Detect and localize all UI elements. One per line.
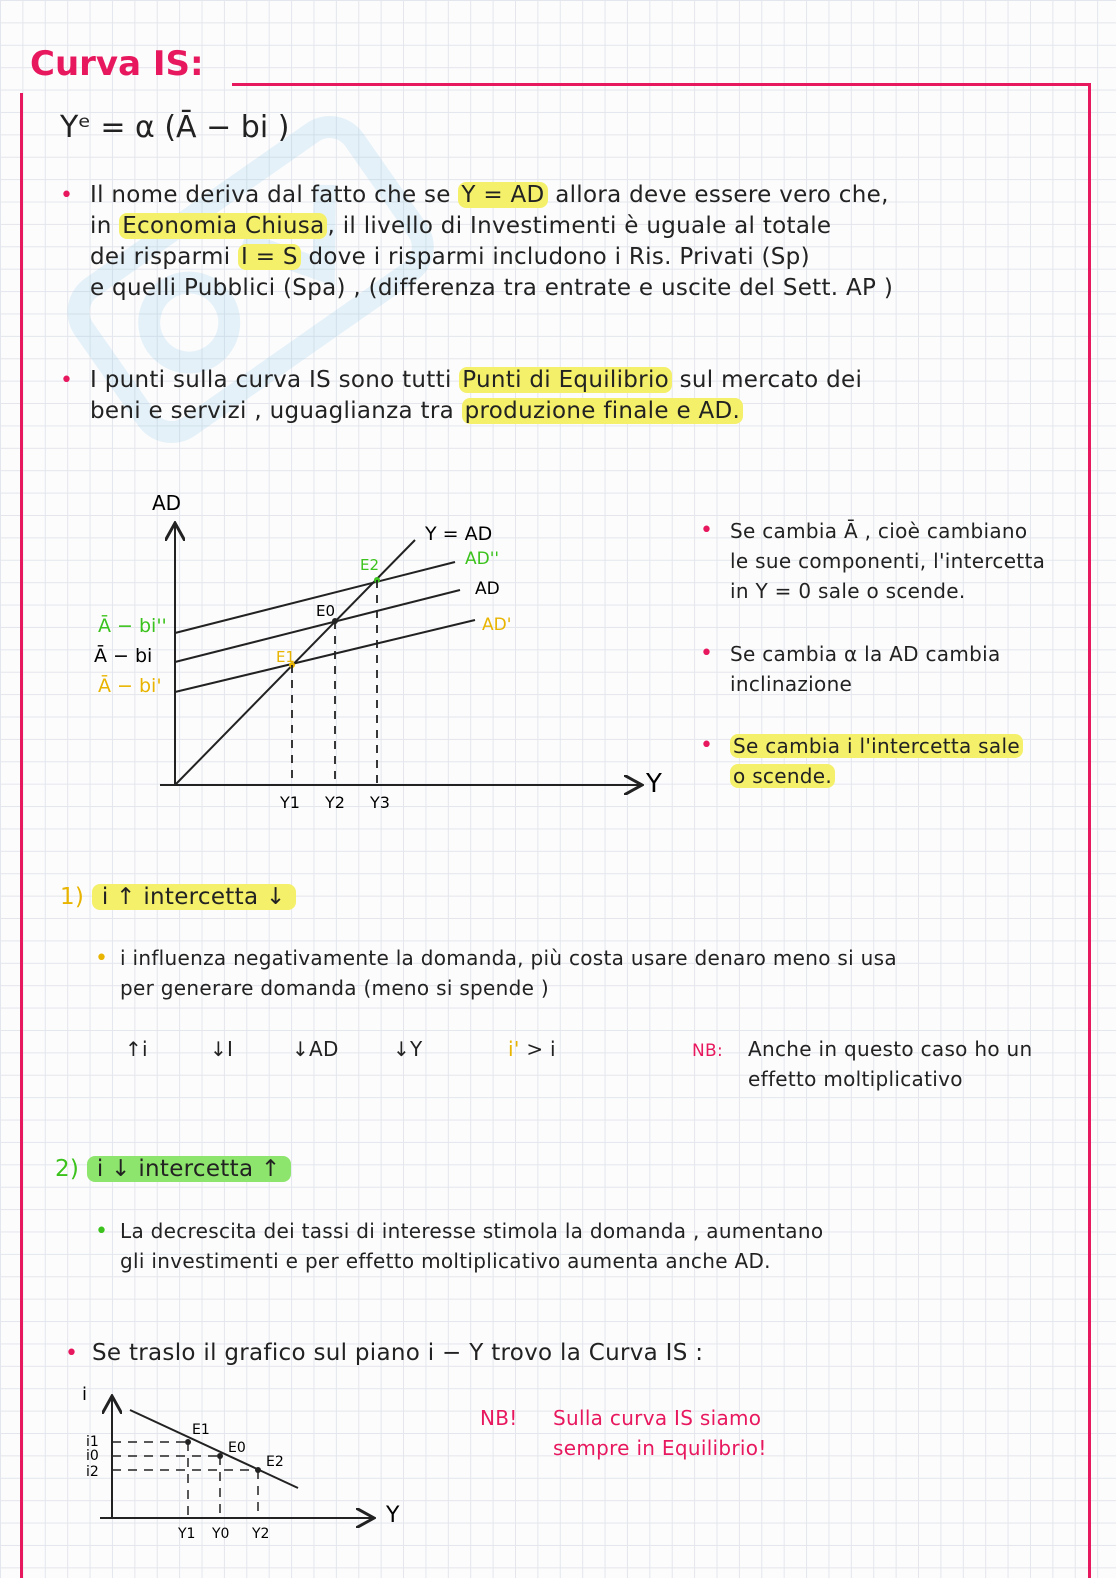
nb2-note: Sulla curva IS siamo sempre in Equilibrio! xyxy=(553,1406,767,1460)
tick-y0-2: Y0 xyxy=(212,1526,230,1542)
label-y-equals-ad: Y = AD xyxy=(425,523,493,545)
label-e0: E0 xyxy=(316,602,336,620)
para2-line2: beni e servizi , uguaglianza tra produzione finale e AD. xyxy=(90,396,1080,427)
para1-line2: in Economia Chiusa , il livello di Investimenti è uguale al totale xyxy=(90,213,832,239)
tick-y2-2: Y2 xyxy=(252,1526,270,1542)
bullet-dot: • xyxy=(60,183,74,208)
bullet-dot: • xyxy=(700,641,714,666)
para2 xyxy=(90,365,1080,427)
is-label-e0: E0 xyxy=(228,1440,246,1456)
nb2-label: NB! xyxy=(480,1406,518,1430)
tick-y3: Y3 xyxy=(370,793,390,812)
para1-line3: dei risparmi I = S dove i risparmi includono i Ris. Privati (Sp) xyxy=(90,244,810,270)
chain-i-up: ↑i xyxy=(125,1037,148,1061)
bullet-dot: • xyxy=(60,368,74,393)
case1-text: i influenza negativamente la domanda, più costa usare denaro meno si usa per generare domanda (meno si spende ) xyxy=(120,946,897,1000)
chain-inv-down: ↓I xyxy=(210,1037,234,1061)
x-axis-label: Y xyxy=(646,769,662,799)
is-formula: Yᵉ = α (Ā − bi ) xyxy=(60,110,290,145)
label-e2: E2 xyxy=(360,556,380,574)
is-curve-diagram xyxy=(70,1380,430,1560)
note-i: Se cambia i l'intercetta sale o scende. xyxy=(730,731,1080,791)
line-ad xyxy=(175,590,460,662)
i-axis-label: i xyxy=(82,1384,88,1405)
bullet-dot: • xyxy=(95,946,109,971)
is-label-e2: E2 xyxy=(266,1454,284,1470)
chain-ad-down: ↓AD xyxy=(292,1037,339,1061)
tick-y1: Y1 xyxy=(280,793,300,812)
tick-y1-2: Y1 xyxy=(178,1526,196,1542)
y-axis-label-2: Y xyxy=(386,1503,400,1528)
frame-right-border xyxy=(1088,83,1091,1578)
intercept-top: Ā − bi'' xyxy=(98,615,167,637)
tick-i1: i1 xyxy=(86,1434,99,1450)
para1-line4: e quelli Pubblici (Spa) , (differenza tra entrate e uscite del Sett. AP ) xyxy=(90,275,894,301)
line-ad2 xyxy=(175,562,455,633)
case2-text: La decrescita dei tassi di interesse stimola la domanda , aumentano gli investimenti e per effetto moltiplicativo aumenta anche AD. xyxy=(120,1219,824,1273)
label-e1: E1 xyxy=(276,648,296,666)
note-alpha: Se cambia α la AD cambia inclinazione xyxy=(730,642,1001,696)
intercept-low: Ā − bi' xyxy=(98,675,162,697)
label-ad: AD xyxy=(475,579,500,599)
label-ad2: AD'' xyxy=(465,549,500,569)
case2-heading: 2) i ↓ intercetta ↑ xyxy=(55,1154,291,1185)
nb-note: Anche in questo caso ho un effetto moltiplicativo xyxy=(748,1037,1033,1091)
label-ad1: AD' xyxy=(482,615,512,635)
frame-left-border xyxy=(20,93,23,1578)
para2-line1: I punti sulla curva IS sono tutti Punti di Equilibrio sul mercato dei xyxy=(90,367,863,393)
chain-y-down: ↓Y xyxy=(393,1037,423,1061)
nb-label: NB: xyxy=(692,1041,724,1061)
tick-i2: i2 xyxy=(86,1464,99,1480)
bullet-dot: • xyxy=(700,518,714,543)
tick-i0: i0 xyxy=(86,1448,99,1464)
case1-heading: 1) i ↑ intercetta ↓ xyxy=(60,882,296,913)
note-a-bar: Se cambia Ā , cioè cambiano le sue componenti, l'intercetta in Y = 0 sale o scende. xyxy=(730,519,1046,603)
bullet-dot: • xyxy=(700,733,714,758)
title-underline xyxy=(232,83,1090,86)
para1-line1: Il nome deriva dal fatto che se Y = AD allora deve essere vero che, xyxy=(90,182,889,208)
bullet-dot: • xyxy=(95,1219,109,1244)
para3: Se traslo il grafico sul piano i − Y trovo la Curva IS : xyxy=(92,1340,704,1366)
is-curve xyxy=(130,1410,298,1488)
ad-diagram xyxy=(80,480,680,820)
tick-y2: Y2 xyxy=(325,793,345,812)
is-label-e1: E1 xyxy=(192,1422,210,1438)
bullet-dot: • xyxy=(65,1341,79,1366)
para1 xyxy=(90,180,1080,304)
intercept-mid: Ā − bi xyxy=(94,645,153,667)
y-axis-label: AD xyxy=(152,491,182,515)
inequality: i' > i xyxy=(508,1037,556,1061)
page-title: Curva IS: xyxy=(30,44,204,84)
